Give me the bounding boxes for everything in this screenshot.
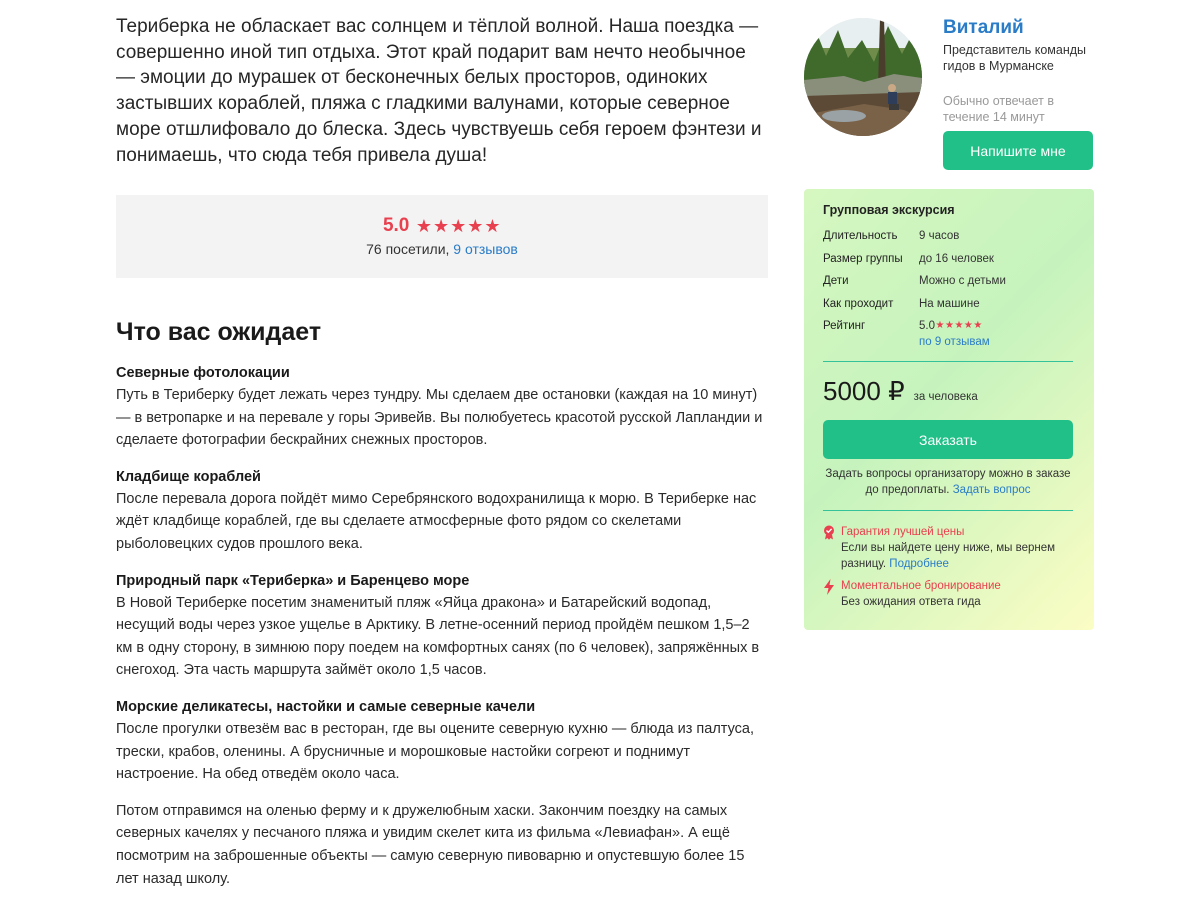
reviews-link[interactable]: 9 отзывов bbox=[453, 241, 518, 257]
fact-value: На машине bbox=[919, 297, 980, 310]
perk-body bbox=[841, 524, 1083, 572]
perk-title: Гарантия лучшей цены bbox=[841, 526, 965, 538]
award-icon bbox=[823, 524, 841, 572]
fact-row bbox=[823, 228, 1083, 244]
section-title: Что вас ожидает bbox=[116, 318, 322, 346]
ask-question-note bbox=[823, 466, 1073, 498]
lightning-icon bbox=[823, 578, 841, 610]
block-text: В Новой Териберке посетим знаменитый пляж «Яйца дракона» и Батарейский водопад, несущий воды через узкое ущелье в Арктику. В летне-осенний период пройдём пешком 1,5–2 км в одну сторону, в зимнюю пору поедем на комфортных санях (по 6 человек), запряжённых в снегоход. Эта часть маршрута займёт около 1,5 часов. bbox=[116, 594, 760, 679]
block-title: Природный парк «Териберка» и Баренцево море bbox=[116, 572, 470, 589]
fact-row bbox=[823, 296, 1083, 312]
perk-text bbox=[841, 540, 1083, 572]
block-text: Потом отправимся на оленью ферму и к дружелюбным хаски. Закончим поездку на самых северных качелях у песчаного пляжа и увидим скелет кита из фильма «Левиафан». А ещё посмотрим на заброшенные объекты — самую северную пивоварню и опустевшую более 15 лет назад школу. bbox=[116, 802, 745, 887]
itinerary-block bbox=[116, 570, 768, 682]
star-icon: ★ bbox=[944, 320, 954, 331]
star-icon: ★ bbox=[973, 320, 983, 331]
divider bbox=[823, 510, 1073, 511]
star-icon: ★ bbox=[954, 320, 964, 331]
card-title: Групповая экскурсия bbox=[823, 203, 955, 217]
booking-card bbox=[804, 189, 1094, 630]
itinerary bbox=[116, 362, 768, 904]
card-reviews-link[interactable]: по 9 отзывам bbox=[919, 336, 990, 348]
block-title: Кладбище кораблей bbox=[116, 468, 261, 485]
guide-name[interactable]: Виталий bbox=[943, 17, 1024, 38]
order-button[interactable]: Заказать bbox=[823, 420, 1073, 459]
star-icon: ★ bbox=[484, 216, 501, 236]
perk-body bbox=[841, 578, 1001, 610]
star-icon: ★ bbox=[963, 320, 973, 331]
tour-facts bbox=[823, 228, 1083, 357]
guide-role: Представитель команды гидов в Мурманске bbox=[943, 43, 1087, 73]
guide-reply-time: Обычно отвечает в течение 14 минут bbox=[943, 94, 1054, 124]
rating-row bbox=[116, 214, 768, 238]
block-title: Северные фотолокации bbox=[116, 365, 290, 381]
mini-rating bbox=[919, 318, 990, 334]
price-row bbox=[823, 376, 978, 407]
fact-row-rating bbox=[823, 318, 1083, 350]
fact-label: Дети bbox=[823, 275, 849, 287]
ask-question-link[interactable]: Задать вопрос bbox=[952, 484, 1031, 496]
perk-instant-booking bbox=[823, 578, 1083, 610]
block-text: После прогулки отвезём вас в ресторан, где вы оцените северную кухню — блюда из палтуса, трески, крабов, оленины. А брусничные и морошковые настойки согреют и поднимут настроение. На обед отведём около часа. bbox=[116, 720, 755, 783]
perk-description: Если вы найдете цену ниже, мы вернем разницу. bbox=[841, 542, 1056, 570]
itinerary-block bbox=[116, 466, 768, 556]
perk-title: Моментальное бронирование bbox=[841, 580, 1001, 592]
perk-text: Без ожидания ответа гида bbox=[841, 596, 981, 608]
fact-label: Рейтинг bbox=[823, 320, 866, 332]
fact-value: Можно с детьми bbox=[919, 275, 1006, 287]
fact-row bbox=[823, 273, 1083, 289]
block-text: Путь в Териберку будет лежать через тундру. Мы сделаем две остановки (каждая на 10 минут) — в ветропарке и на перевале у горы Эривейв. Вы полюбуетесь красотой русской Лапландии и сделаете фотографии бескрайних снежных просторов. bbox=[116, 387, 763, 449]
intro-paragraph: Териберка не обласкает вас солнцем и тёплой волной. Наша поездка — совершенно иной тип отдыха. Этот край подарит вам нечто необычное — эмоции до мурашек от бесконечных белых просторов, одиноких застывших кораблей, пляжа с гладкими валунами, которые северное море отшлифовало до блеска. Здесь чувствуешь себя героем фэнтези и понимаешь, что сюда тебя привела душа! bbox=[116, 16, 762, 166]
divider bbox=[823, 361, 1073, 362]
avatar-photo bbox=[804, 18, 922, 136]
perk-best-price bbox=[823, 524, 1083, 572]
guide-avatar[interactable] bbox=[804, 18, 922, 136]
itinerary-block bbox=[116, 800, 768, 890]
block-text: После перевала дорога пойдёт мимо Серебрянского водохранилища к морю. В Териберке нас ждёт кладбище кораблей, где вы сделаете атмосферные фото рядом со скелетами рыболовецких судов прошлого века. bbox=[116, 490, 757, 552]
star-icon: ★ bbox=[415, 216, 432, 236]
perk-more-link[interactable]: Подробнее bbox=[889, 558, 949, 570]
rating-value: 5.0 bbox=[382, 215, 410, 236]
rating-visits bbox=[116, 241, 768, 257]
ask-text: Задать вопросы организатору можно в заказе до предоплаты. bbox=[825, 468, 1071, 496]
mini-rating-value: 5.0 bbox=[919, 320, 935, 332]
fact-value bbox=[919, 318, 990, 350]
write-to-guide-button[interactable]: Напишите мне bbox=[943, 131, 1093, 170]
star-icon: ★ bbox=[467, 216, 484, 236]
price: 5000 ₽ bbox=[823, 376, 905, 406]
visited-count: 76 посетили, bbox=[366, 241, 454, 257]
itinerary-block bbox=[116, 696, 768, 786]
fact-row bbox=[823, 251, 1083, 267]
star-icon: ★ bbox=[433, 216, 450, 236]
fact-label: Длительность bbox=[823, 230, 898, 242]
star-icon: ★ bbox=[450, 216, 467, 236]
star-icon: ★ bbox=[935, 320, 945, 331]
fact-label: Как проходит bbox=[823, 297, 894, 310]
price-unit: за человека bbox=[913, 391, 978, 403]
fact-label: Размер группы bbox=[823, 252, 903, 265]
block-title: Морские деликатесы, настойки и самые северные качели bbox=[116, 698, 536, 715]
itinerary-block bbox=[116, 362, 768, 452]
fact-value: до 16 человек bbox=[919, 252, 994, 265]
fact-value: 9 часов bbox=[919, 230, 960, 242]
rating-summary bbox=[116, 195, 768, 278]
